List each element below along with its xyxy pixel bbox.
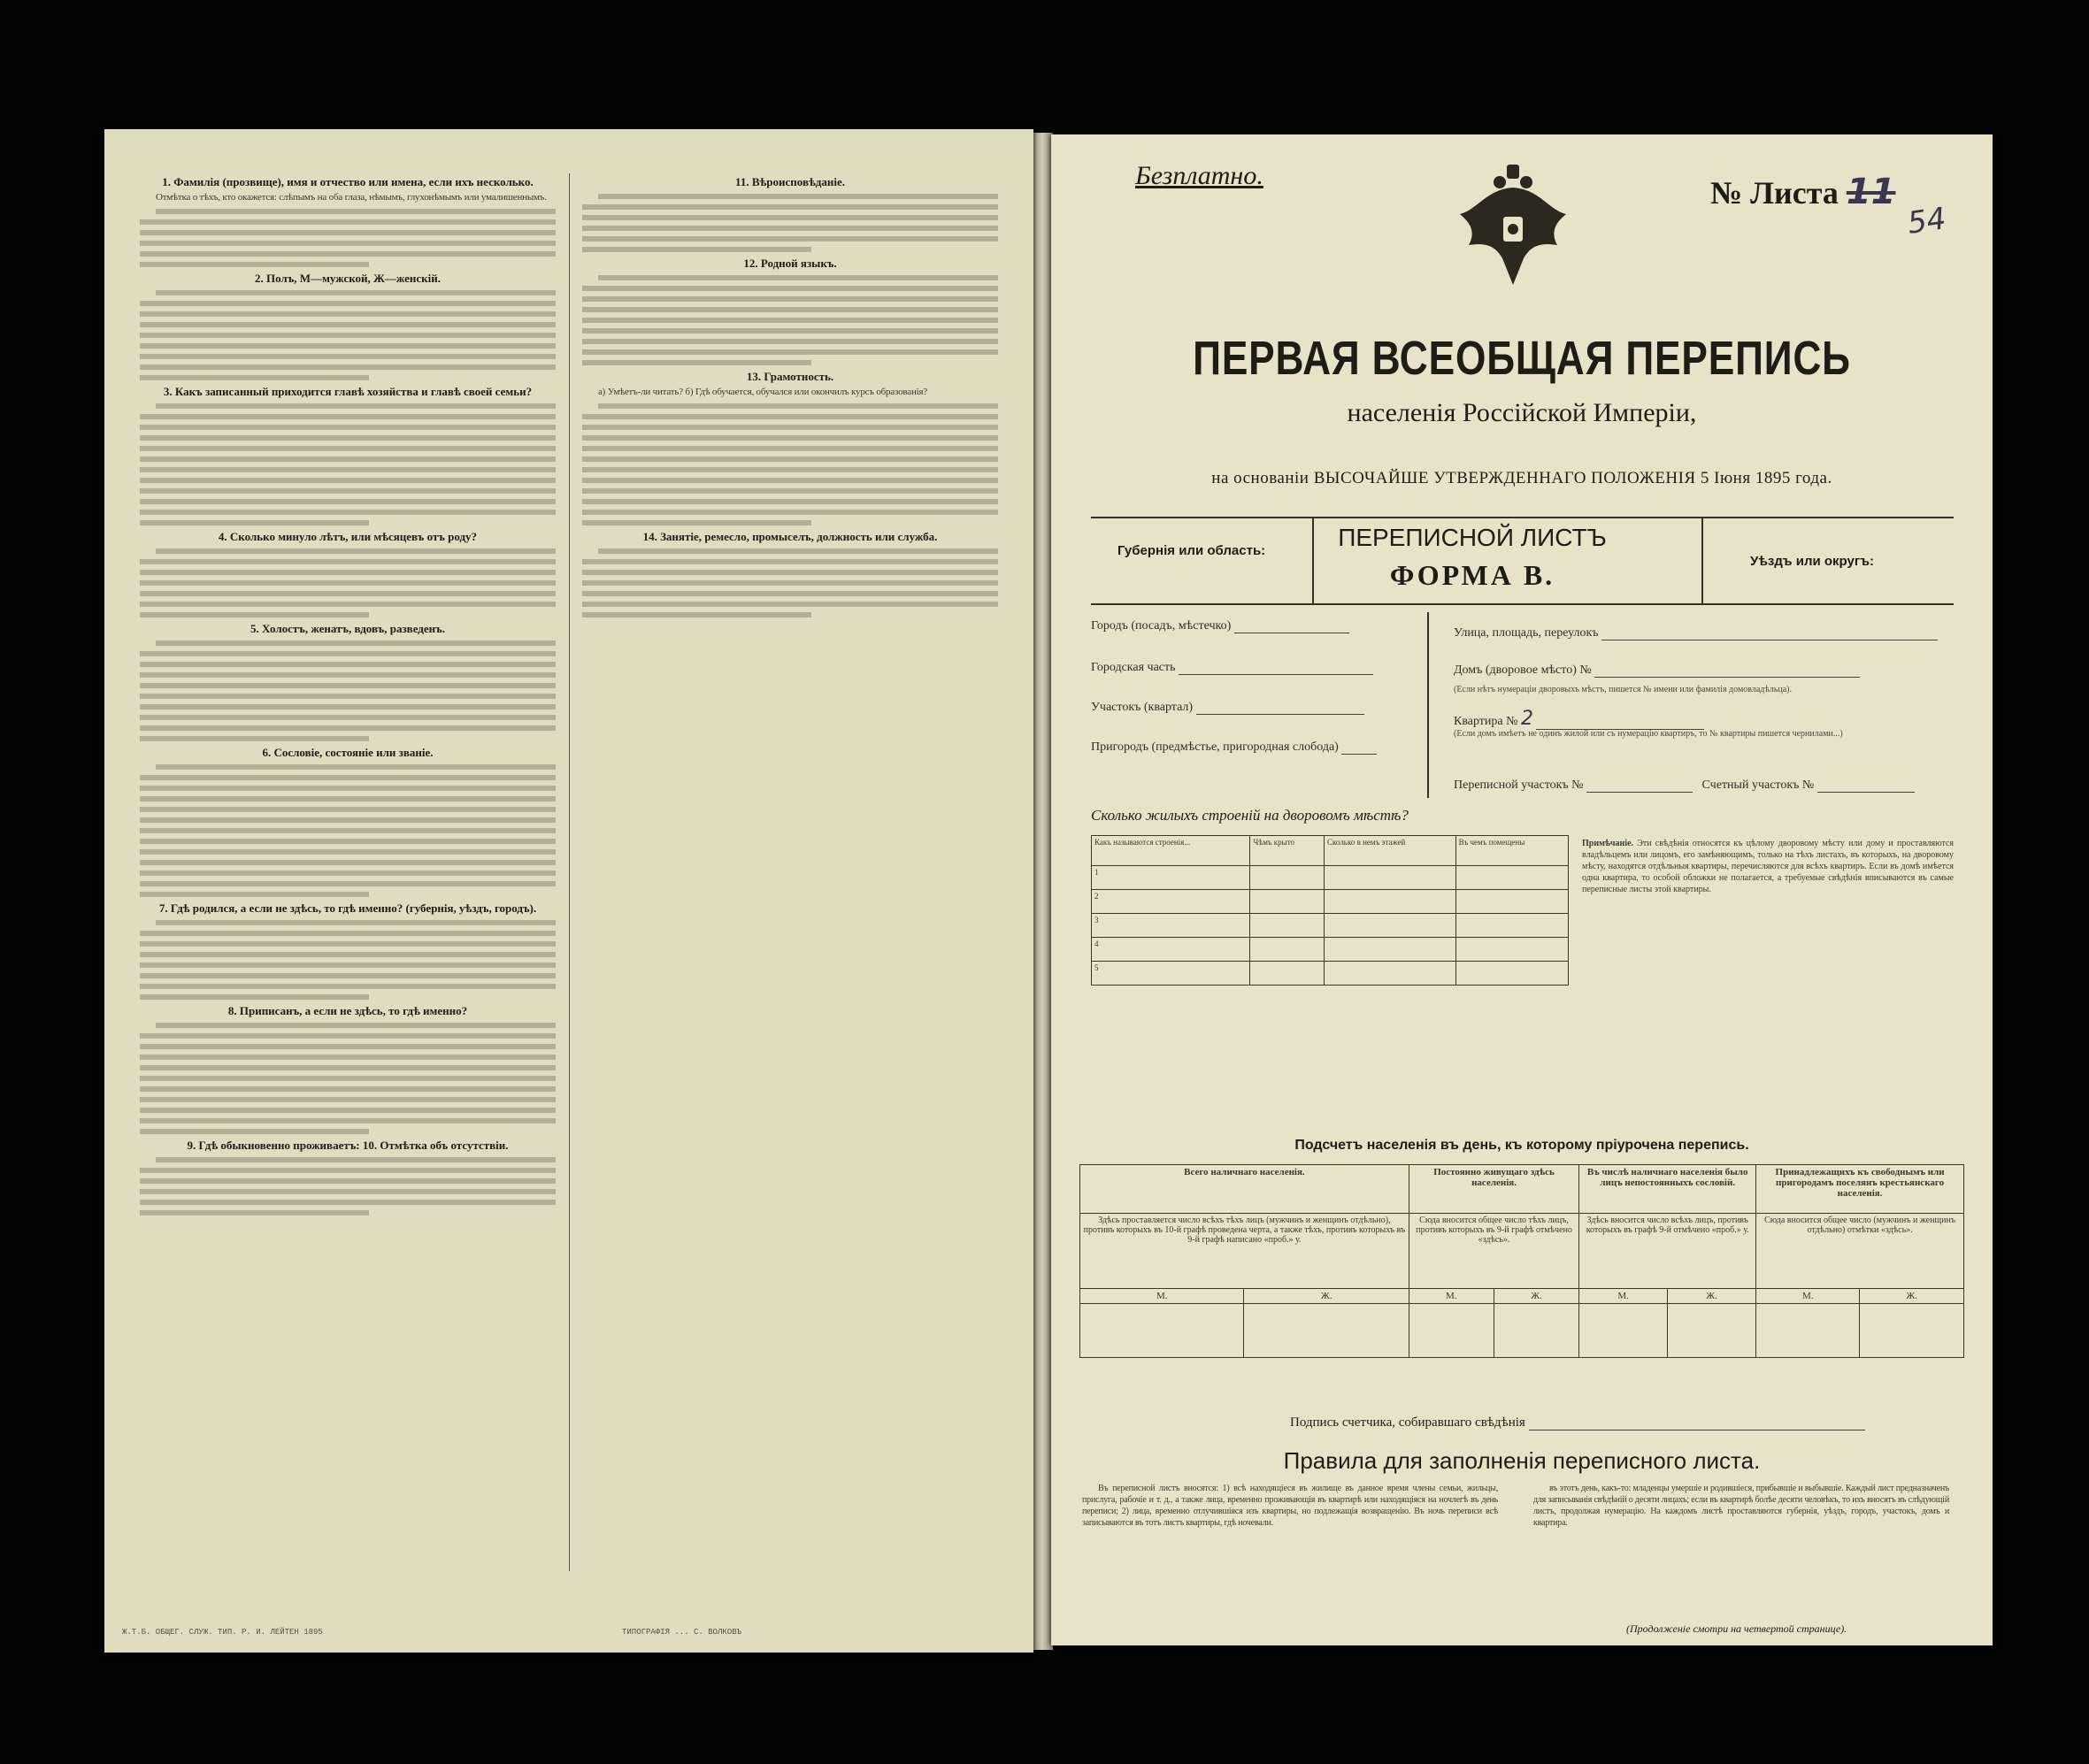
population-count-cell[interactable] [1244,1304,1409,1358]
table-cell[interactable] [1250,962,1325,986]
sex-subheader-cell: Ж. [1668,1289,1756,1304]
instruction-text: Отмѣтка о тѣхъ, кто окажется: слѣпымъ на оба глаза, нѣмымъ, глухонѣмымъ или умалишеннымъ. [156,192,547,203]
instructions-column-1 [140,172,556,1569]
city-field [1091,619,1349,633]
continuation-note: (Продолженіе смотри на четвертой странице). [1626,1622,1847,1635]
district-field [1091,701,1364,715]
instruction-text: а) Умѣетъ-ли читать? б) Гдѣ обучается, обучался или окончилъ курсъ образованія? [598,387,928,397]
instruction-body-lines [140,209,556,267]
table-cell[interactable] [1325,914,1456,938]
buildings-header-cell: Въ чемъ помещены [1455,836,1568,866]
row-number-cell[interactable]: 2 [1092,890,1250,914]
table-cell[interactable] [1455,890,1568,914]
table-cell[interactable] [1250,890,1325,914]
sex-subheader-cell: Ж. [1494,1289,1578,1304]
buildings-question: Сколько жилыхъ строеній на дворовомъ мѣстѣ? [1091,807,1409,824]
house-label: Домъ (дворовое мѣсто) № [1454,663,1592,677]
population-count-cell[interactable] [1080,1304,1244,1358]
enumerator-signature [1290,1415,1865,1430]
population-count-cell[interactable] [1579,1304,1668,1358]
sheet-number-label [1710,172,1896,212]
instruction-heading: 3. Какъ записанный приходится главѣ хозяйства и главѣ своей семьи? [163,385,533,398]
instruction-body-lines [140,548,556,617]
instruction-heading: 11. Вѣроисповѣданіе. [735,175,845,188]
instruction-heading: 6. Сословіе, состояніе или званіе. [262,746,434,759]
instruction-body-lines [140,640,556,741]
guberniya-label: Губернія или область: [1117,543,1266,558]
table-cell[interactable] [1455,962,1568,986]
imperial-eagle-emblem [1451,161,1575,294]
printer-footer-right: ТИПОГРАФІЯ ... С. ВОЛКОВЪ [622,1628,742,1637]
row-number-cell[interactable]: 5 [1092,962,1250,986]
city-part-label: Городская часть [1091,661,1176,674]
population-note-cell: Сюда вносится общее число тѣхъ лицъ, противъ которыхъ въ 9-й графѣ отмѣчено «здѣсь». [1409,1214,1578,1289]
instruction-body-lines [140,1157,556,1216]
instruction-body-lines [582,403,998,525]
handwritten-corner-number: 54 [1905,201,1948,242]
population-count-cell[interactable] [1860,1304,1964,1358]
signature-label: Подпись счетчика, собиравшаго свѣдѣнія [1290,1415,1525,1430]
sheet-label-text: № Листа [1710,175,1839,211]
population-header-cell: Въ числѣ наличнаго населенія было лицъ непостоянныхъ сословій. [1579,1165,1756,1214]
table-cell[interactable] [1325,938,1456,962]
table-cell[interactable] [1325,866,1456,890]
census-district-label: Переписной участокъ № [1454,778,1584,792]
suburb-field [1091,740,1377,755]
population-header-cell: Принадлежащихъ къ свободнымъ или пригородамъ поселянъ крестьянскаго населенія. [1756,1165,1964,1214]
right-page-census-form [1051,134,1993,1645]
instruction-heading: 13. Грамотность. [746,370,834,383]
table-row [1092,890,1569,914]
header-box-rule [1312,517,1314,605]
population-count-cell[interactable] [1494,1304,1578,1358]
note-head: Примѣчаніе. [1582,839,1634,848]
note-body: Эти свѣдѣнія относятся къ цѣлому дворовому мѣсту или дому и проставляются владѣльцемъ или лицомъ, его замѣняющимъ, только на тѣхъ листахъ, въ которыхъ, на дворовому мѣсту, находятся отдѣльныя квартиры, перечисляются для всѣхъ квартиръ. Если въ домѣ имѣется одна квартира, то особой обложки не полагается, а требуемые свѣдѣнія вписываются въ самые переписные листы этой квартиры. [1582,839,1954,894]
population-count-cell[interactable] [1668,1304,1756,1358]
table-row [1092,938,1569,962]
row-number-cell[interactable]: 1 [1092,866,1250,890]
apartment-field [1454,708,1704,730]
form-title: ПЕРЕПИСНОЙ ЛИСТЪ [1338,524,1607,551]
instruction-body-lines [140,1023,556,1134]
population-note-cell: Здѣсь проставляется число всѣхъ тѣхъ лицъ (мужчинъ и женщинъ отдѣльно), противъ которыхъ въ 10-й графѣ проведена черта, а также тѣхъ, противъ которыхъ въ 9-й графѣ написано «проб.» у. [1080,1214,1409,1289]
row-number-cell[interactable]: 3 [1092,914,1250,938]
population-header-cell: Постоянно живущаго здѣсь населенія. [1409,1165,1578,1214]
instruction-body-lines [140,403,556,525]
instruction-body-lines [140,764,556,897]
census-title: ПЕРВАЯ ВСЕОБЩАЯ ПЕРЕПИСЬ [1193,332,1851,385]
buildings-note [1582,838,1954,988]
table-row [1092,914,1569,938]
city-part-field [1091,661,1373,675]
population-table [1079,1164,1964,1358]
table-row [1092,962,1569,986]
sex-subheader-cell: М. [1579,1289,1668,1304]
address-divider [1427,612,1429,798]
instruction-body-lines [140,920,556,1000]
sex-subheader-cell: Ж. [1860,1289,1964,1304]
instruction-heading: 8. Приписанъ, а если не здѣсь, то гдѣ именно? [227,1004,468,1017]
instruction-heading: 4. Сколько минуло лѣтъ, или мѣсяцевъ отъ роду? [218,530,478,543]
instruction-heading: 5. Холостъ, женатъ, вдовъ, разведенъ. [250,622,445,635]
table-cell[interactable] [1325,890,1456,914]
sex-subheader-cell: М. [1080,1289,1244,1304]
header-box-rule [1701,517,1703,605]
left-page-instructions [104,129,1033,1653]
rules-column-left: Въ переписной листъ вносятся: 1) всѣ находящіеся въ жилище въ данное время члены семьи, жильцы, прислуга, рабочіе и т. д., а также лица, временно проживающія въ квартирѣ или находящіяся на ночлегѣ въ день переписи; 2) лица, временно отлучившіяся изъ квартиры, но подлежащія возвращенію. Въ ночь переписи всѣ записываются въ тотъ листъ квартиры, гдѣ ночевали. [1082,1484,1498,1528]
city-label: Городъ (посадъ, мѣстечко) [1091,619,1232,633]
sex-subheader-cell: Ж. [1244,1289,1409,1304]
instruction-body-lines [140,290,556,380]
population-count-title: Подсчетъ населенія въ день, къ которому пріурочена перепись. [1294,1138,1749,1153]
table-cell[interactable] [1250,914,1325,938]
table-cell[interactable] [1250,938,1325,962]
house-field [1454,663,1860,678]
instruction-heading: 14. Занятіе, ремесло, промыселъ, должность или служба. [642,530,938,543]
census-legal-basis: на основаніи ВЫСОЧАЙШЕ УТВЕРЖДЕННАГО ПОЛОЖЕНІЯ 5 Іюня 1895 года. [1211,469,1832,487]
instruction-heading: 9. Гдѣ обыкновенно проживаетъ: 10. Отмѣтка объ отсутствіи. [187,1139,509,1152]
header-top-rule [1091,517,1954,518]
census-subtitle: населенія Россійской Имперіи, [1347,398,1697,427]
buildings-header-cell: Сколько в немъ этажей [1325,836,1456,866]
buildings-table [1091,835,1569,986]
table-cell[interactable] [1250,866,1325,890]
district-label: Участокъ (квартал) [1091,701,1194,714]
instruction-heading: 2. Полъ, М—мужской, Ж—женскій. [254,272,442,285]
table-cell[interactable] [1455,866,1568,890]
house-note: (Если нѣтъ нумераціи дворовыхъ мѣстъ, пишется № имени или фамилія домовладѣльца). [1454,685,1792,694]
uezd-label: Уѣздъ или округъ: [1750,554,1875,569]
apartment-label: Квартира № [1454,715,1518,728]
column-divider [569,173,570,1571]
sex-subheader-cell: М. [1756,1289,1860,1304]
free-label: Безплатно. [1135,161,1263,190]
suburb-label: Пригородъ (предмѣстье, пригородная слобода) [1091,740,1339,754]
instruction-body-lines [582,275,998,365]
counting-district-label: Счетный участокъ № [1701,778,1815,792]
street-field [1454,626,1938,640]
header-bottom-rule [1091,603,1954,605]
rules-column-right: въ этотъ день, какъ-то: младенцы умершіе и родившіеся, прибывшіе и выбывшіе. Каждый лист предназначенъ для записыванія свѣдѣній о десяти лицахъ; если въ квартирѣ болѣе десяти человѣкъ, то ихъ вносятъ въ слѣдующій листъ, продолжая нумерацію. На каждомъ листѣ проставляются губернія, уѣздъ, городъ, участокъ, домъ и квартира. [1533,1484,1949,1528]
instruction-body-lines [582,548,998,617]
buildings-header-cell: Какъ называются строенія... [1092,836,1250,866]
handwritten-apartment-number: 2 [1520,708,1533,730]
instruction-heading: 1. Фамилія (прозвище), имя и отчество или имена, если ихъ несколько. [162,175,534,188]
table-cell[interactable] [1325,962,1456,986]
table-row [1092,866,1569,890]
census-district-field [1454,778,1915,793]
printer-footer-left: Ж.Т.Б. ОБЩЕГ. СЛУЖ. ТИП. Р. И. ЛЕЙТЕН 1895 [122,1628,323,1637]
book-spine [1032,133,1053,1650]
instruction-heading: 12. Родной языкъ. [743,257,837,270]
street-label: Улица, площадь, переулокъ [1454,626,1599,640]
rules-title: Правила для заполненія переписного листа. [1283,1447,1761,1474]
buildings-header-cell: Чѣмъ крыто [1250,836,1325,866]
population-count-cell[interactable] [1409,1304,1494,1358]
instruction-body-lines [582,194,998,252]
population-header-cell: Всего наличнаго населенія. [1080,1165,1409,1214]
population-count-cell[interactable] [1756,1304,1860,1358]
apartment-note: (Если домъ имѣетъ не одинъ жилой или съ нумерацію квартиръ, то № квартиры пишется чернилами...) [1454,729,1843,739]
instruction-heading: 7. Гдѣ родился, а если не здѣсь, то гдѣ именно? (губернія, уѣздъ, городъ). [158,901,537,915]
form-letter: ФОРМА В. [1389,559,1555,591]
population-note-cell: Сюда вносится общее число (мужчинъ и женщинъ отдѣльно) отмѣтки «здѣсь». [1756,1214,1964,1289]
population-note-cell: Здѣсь вносится число всѣхъ лицъ, противъ которыхъ въ графѣ 9-й отмѣчено «проб.» у. [1579,1214,1756,1289]
instructions-column-2 [582,172,998,1569]
table-cell[interactable] [1455,938,1568,962]
table-cell[interactable] [1455,914,1568,938]
sex-subheader-cell: М. [1409,1289,1494,1304]
handwritten-sheet-number: 11 [1846,172,1896,212]
row-number-cell[interactable]: 4 [1092,938,1250,962]
